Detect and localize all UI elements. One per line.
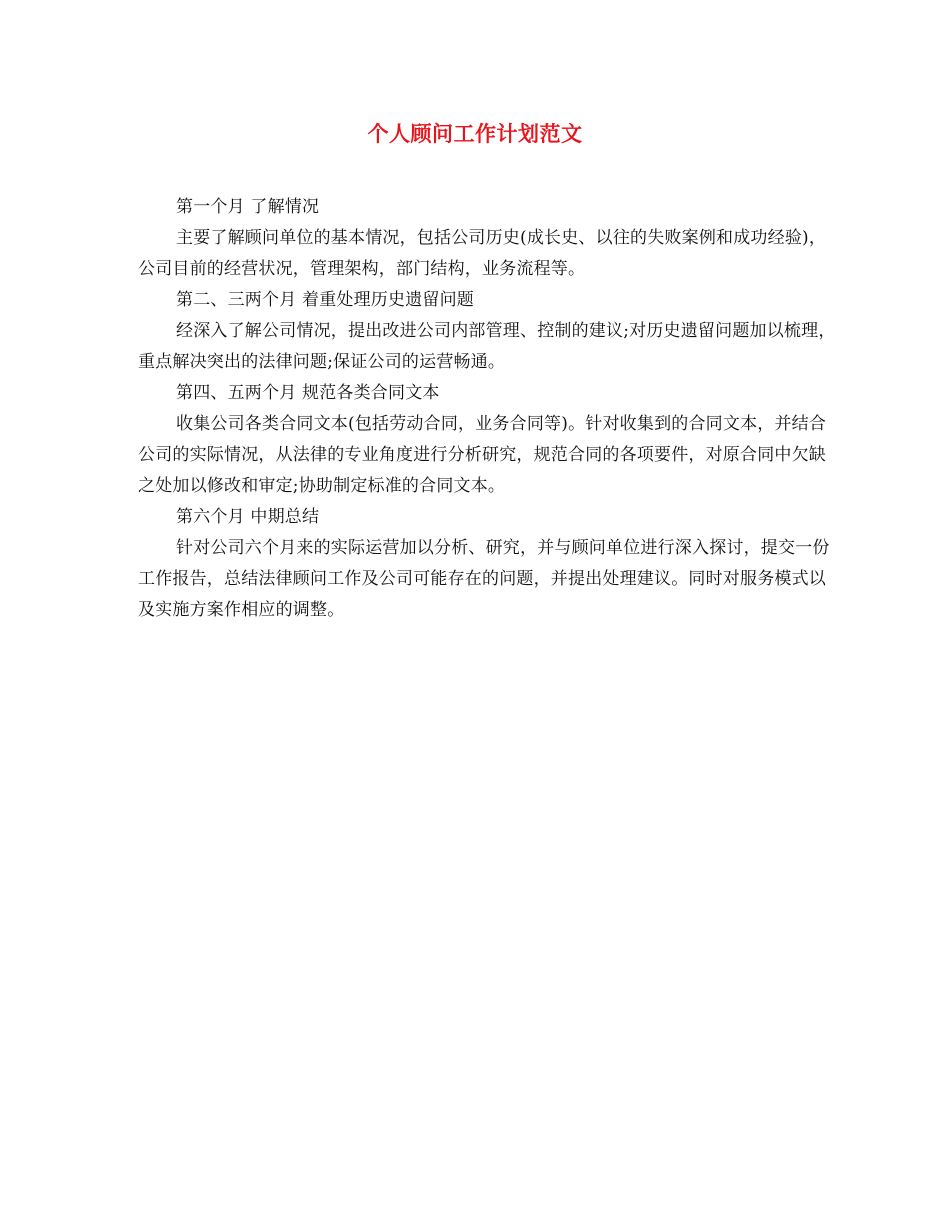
- section-body-month-2-3: 经深入了解公司情况，提出改进公司内部管理、控制的建议;对历史遗留问题加以梳理，重点解决突出的法律问题;保证公司的运营畅通。: [138, 321, 836, 372]
- section-body-month-6: 针对公司六个月来的实际运营加以分析、研究，并与顾问单位进行深入探讨，提交一份工作报告，总结法律顾问工作及公司可能存在的问题，并提出处理建议。同时对服务模式以及实施方案作相应的调整。: [138, 538, 830, 620]
- section-heading-month-1: 第一个月 了解情况: [176, 197, 320, 217]
- section-heading-month-2-3: 第二、三两个月 着重处理历史遗留问题: [176, 290, 475, 310]
- section-heading-month-4-5: 第四、五两个月 规范各类合同文本: [176, 383, 440, 403]
- document-body: [138, 192, 838, 626]
- section-body-month-1: 主要了解顾问单位的基本情况，包括公司历史(成长史、以往的失败案例和成功经验)，公司目前的经营状况，管理架构，部门结构，业务流程等。: [138, 228, 827, 279]
- document-title: 个人顾问工作计划范文: [367, 121, 583, 146]
- section-heading-month-6: 第六个月 中期总结: [176, 507, 320, 527]
- section-body-month-4-5: 收集公司各类合同文本(包括劳动合同，业务合同等)。针对收集到的合同文本，并结合公司的实际情况，从法律的专业角度进行分析研究，规范合同的各项要件，对原合同中欠缺之处加以修改和审定;协助制定标准的合同文本。: [138, 414, 827, 496]
